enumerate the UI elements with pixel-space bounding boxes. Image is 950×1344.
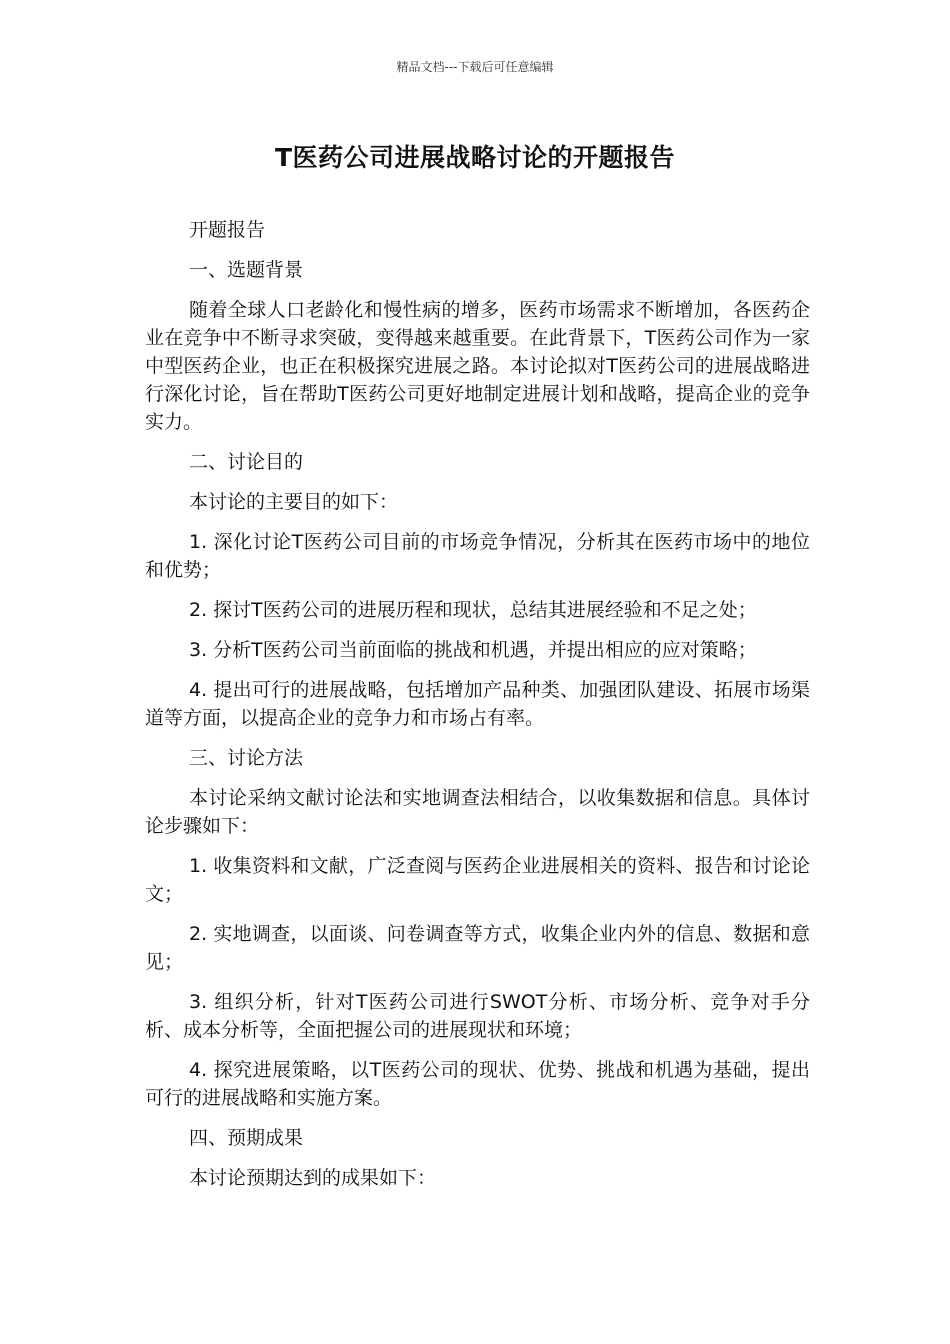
paragraph-background: 随着全球人口老龄化和慢性病的增多，医药市场需求不断增加，各医药企业在竞争中不断寻求突破，变得越来越重要。在此背景下，T医药公司作为一家中型医药企业，也正在积极探究进展之路。本讨论拟对T医药公司的进展战略进行深化讨论，旨在帮助T医药公司更好地制定进展计划和战略，提高企业的竞争实力。 bbox=[145, 299, 810, 433]
document-title: T医药公司进展战略讨论的开题报告 bbox=[274, 143, 676, 172]
list-item-method-4: 4. 探究进展策略，以T医药公司的现状、优势、挑战和机遇为基础，提出可行的进展战略和实施方案。 bbox=[145, 1059, 810, 1109]
document-body bbox=[145, 216, 810, 1204]
section-heading-method: 三、讨论方法 bbox=[189, 747, 304, 769]
list-item-method-3: 3. 组织分析，针对T医药公司进行SWOT分析、市场分析、竞争对手分析、成本分析等，全面把握公司的进展现状和环境； bbox=[145, 991, 810, 1041]
paragraph-purpose-intro: 本讨论的主要目的如下： bbox=[189, 491, 399, 513]
list-item-purpose-2: 2. 探讨T医药公司的进展历程和现状，总结其进展经验和不足之处； bbox=[189, 599, 757, 621]
page-header: 精品文档---下载后可任意编辑 bbox=[396, 60, 554, 74]
list-item-purpose-3: 3. 分析T医药公司当前面临的挑战和机遇，并提出相应的应对策略； bbox=[189, 639, 757, 661]
list-item-method-2: 2. 实地调查，以面谈、问卷调查等方式，收集企业内外的信息、数据和意见； bbox=[145, 923, 810, 973]
list-item-method-1: 1. 收集资料和文献，广泛查阅与医药企业进展相关的资料、报告和讨论论文； bbox=[145, 855, 810, 905]
section-heading-purpose: 二、讨论目的 bbox=[189, 451, 304, 473]
section-heading-background: 一、选题背景 bbox=[189, 259, 304, 281]
list-item-purpose-4: 4. 提出可行的进展战略，包括增加产品种类、加强团队建设、拓展市场渠道等方面，以提高企业的竞争力和市场占有率。 bbox=[145, 679, 810, 729]
heading-proposal-report: 开题报告 bbox=[189, 219, 266, 241]
paragraph-outcomes-intro: 本讨论预期达到的成果如下： bbox=[189, 1167, 437, 1189]
section-heading-outcomes: 四、预期成果 bbox=[189, 1127, 304, 1149]
list-item-purpose-1: 1. 深化讨论T医药公司目前的市场竞争情况，分析其在医药市场中的地位和优势； bbox=[145, 531, 810, 581]
paragraph-method-intro: 本讨论采纳文献讨论法和实地调查法相结合，以收集数据和信息。具体讨论步骤如下： bbox=[145, 787, 810, 837]
